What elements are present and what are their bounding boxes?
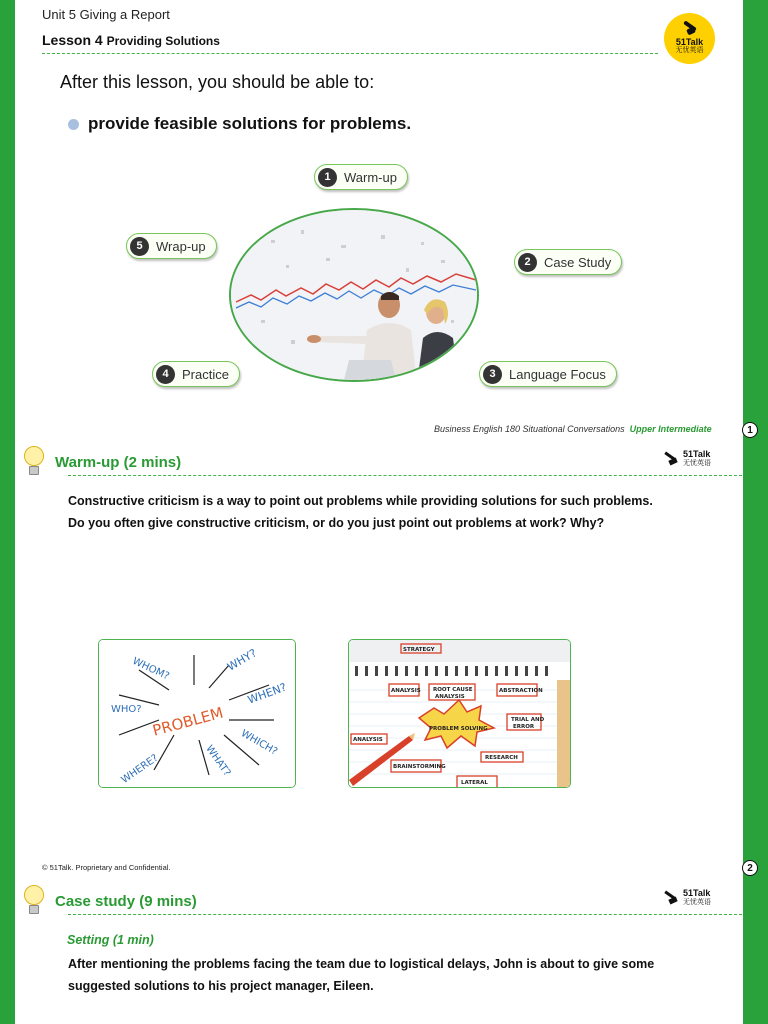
step-label: Wrap-up <box>156 238 206 254</box>
warmup-line-1: Constructive criticism is a way to point out problems while providing solutions for such problems. <box>68 494 653 508</box>
brand-logo-small <box>664 889 711 907</box>
case-study-heading <box>22 885 197 917</box>
lesson-name: Providing Solutions <box>106 34 220 48</box>
step-number: 4 <box>156 365 175 384</box>
which-word: WHICH? <box>238 728 280 758</box>
objective-text: provide feasible solutions for problems. <box>88 114 412 133</box>
lightbulb-icon <box>22 885 46 917</box>
analysis-label: ANALYSIS <box>391 688 421 694</box>
brand-logo <box>664 13 715 64</box>
lightbulb-icon <box>22 446 46 478</box>
credit-text: Business English 180 Situational Conversations <box>434 424 625 434</box>
step-label: Practice <box>182 366 229 382</box>
brainstorming-label: BRAINSTORMING <box>393 764 446 770</box>
bullet-icon <box>68 119 79 130</box>
book-credit <box>434 424 712 434</box>
abstraction-label: ABSTRACTION <box>499 688 543 694</box>
step-label: Case Study <box>544 254 612 270</box>
bird-icon <box>681 22 699 36</box>
logo-text-cn: 无忧英语 <box>683 460 711 467</box>
problem-questions-image <box>98 639 296 788</box>
section-divider <box>68 914 742 915</box>
case-study-line-2: suggested solutions to his project manager, Eileen. <box>68 979 374 993</box>
unit-title: Unit 5 Giving a Report <box>42 7 170 22</box>
who-word: WHO? <box>111 704 142 715</box>
section-divider <box>68 475 742 476</box>
logo-text: 51Talk <box>683 449 711 459</box>
problem-solving-image <box>348 639 571 788</box>
root-cause-label: ROOT CAUSE <box>433 687 473 693</box>
objective-item <box>68 114 411 134</box>
root-cause-analysis-label: ANALYSIS <box>435 694 465 700</box>
step-label: Language Focus <box>509 366 606 382</box>
step-number: 5 <box>130 237 149 256</box>
step-language-focus <box>479 361 617 387</box>
business-people-image <box>229 208 479 382</box>
brand-logo-small <box>664 450 711 468</box>
lesson-number: Lesson 4 <box>42 32 103 48</box>
problem-word: PROBLEM <box>150 703 226 740</box>
why-word: WHY? <box>224 646 259 674</box>
page-number-1: 1 <box>742 422 758 438</box>
trial-label: TRIAL AND <box>511 717 545 723</box>
setting-label: Setting (1 min) <box>67 933 154 947</box>
warmup-title: Warm-up (2 mins) <box>55 453 182 471</box>
warmup-heading <box>22 446 181 478</box>
header-divider <box>42 53 658 54</box>
bird-icon <box>664 452 680 466</box>
page-number-2: 2 <box>742 860 758 876</box>
step-number: 1 <box>318 168 337 187</box>
error-label: ERROR <box>513 724 535 730</box>
step-wrap-up <box>126 233 217 259</box>
warmup-text <box>68 490 718 534</box>
case-study-line-1: After mentioning the problems facing the team due to logistical delays, John is about to give some <box>68 957 655 971</box>
logo-text-cn: 无忧英语 <box>683 899 711 906</box>
case-study-text <box>68 953 718 997</box>
problem-solving-label: PROBLEM SOLVING <box>429 726 488 732</box>
what-word: WHAT? <box>203 743 233 779</box>
where-word: WHERE? <box>119 752 161 786</box>
analysis-left-label: ANALYSIS <box>353 737 383 743</box>
lesson-title <box>42 32 220 48</box>
logo-brand-cn: 无忧英语 <box>675 47 704 54</box>
left-green-border <box>0 0 15 1024</box>
logo-brand-text: 51Talk <box>675 37 704 47</box>
case-study-title: Case study (9 mins) <box>55 892 197 910</box>
bird-icon <box>664 891 680 905</box>
strategy-label: STRATEGY <box>403 647 435 653</box>
research-label: RESEARCH <box>485 755 518 761</box>
objectives-heading: After this lesson, you should be able to: <box>60 72 375 92</box>
when-word: WHEN? <box>246 680 289 707</box>
logo-text: 51Talk <box>683 888 711 898</box>
step-warm-up <box>314 164 408 190</box>
step-practice <box>152 361 240 387</box>
step-label: Warm-up <box>344 169 397 185</box>
step-number: 3 <box>483 365 502 384</box>
copyright-text: © 51Talk. Proprietary and Confidential. <box>42 863 171 872</box>
whom-word: WHOM? <box>130 655 171 683</box>
step-case-study <box>514 249 622 275</box>
step-number: 2 <box>518 253 537 272</box>
warmup-line-2: Do you often give constructive criticism, or do you just point out problems at work? Why? <box>68 516 605 530</box>
level-label: Upper Intermediate <box>629 424 712 434</box>
lateral-label: LATERAL <box>461 780 488 786</box>
